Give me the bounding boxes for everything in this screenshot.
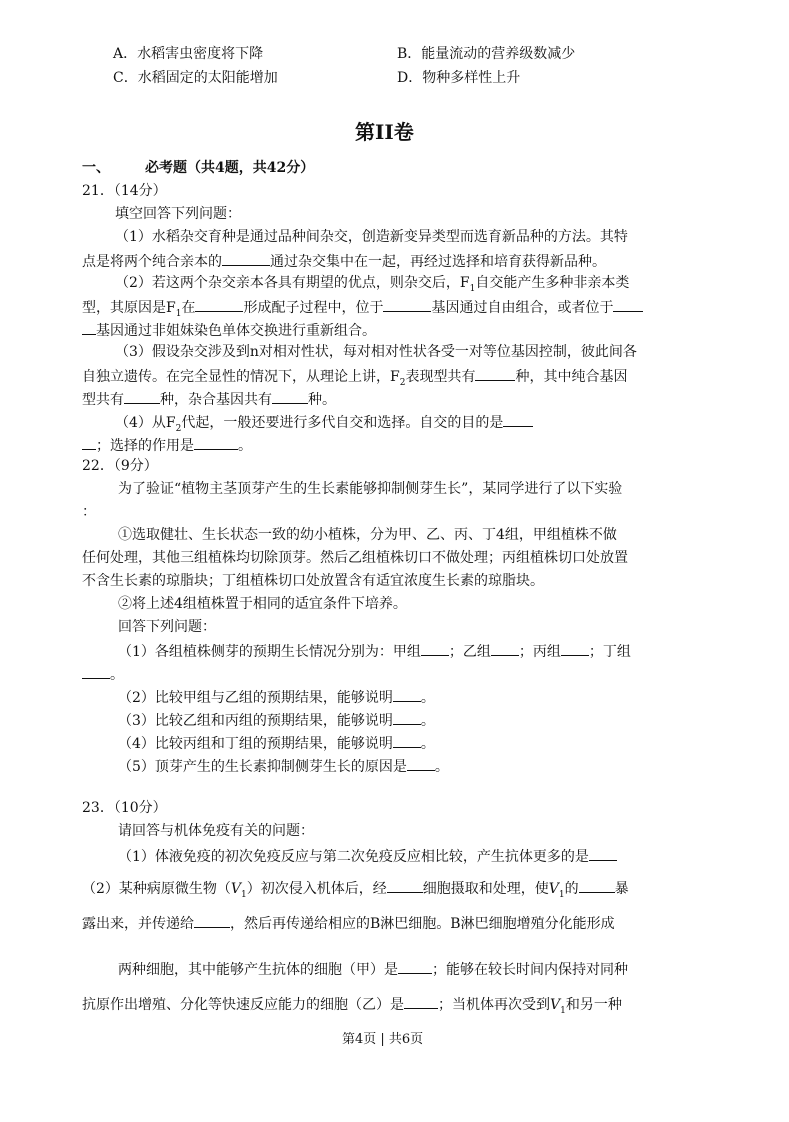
answer-blank[interactable]: [222, 250, 270, 266]
q22-s1a: ①选取健壮、生长状态一致的幼小植株，分为甲、乙、丙、丁4组，甲组植株不做: [118, 527, 617, 543]
q23-head: 23．（10分）: [82, 800, 167, 816]
text: 细胞摄取和处理，使: [422, 881, 549, 897]
text: 。: [420, 736, 435, 752]
answer-blank[interactable]: [398, 958, 432, 974]
text: 种。: [308, 392, 336, 408]
answer-blank[interactable]: [194, 912, 230, 928]
answer-blank[interactable]: [383, 296, 431, 312]
q23-p2f: [82, 912, 615, 934]
text: ；丁组: [588, 644, 631, 660]
answer-blank[interactable]: [589, 845, 617, 861]
q22-a3: [118, 709, 435, 731]
answer-blank[interactable]: [407, 755, 435, 771]
answer-blank[interactable]: [503, 411, 533, 427]
text: 种，杂合基因共有: [160, 392, 272, 408]
text: （5）顶芽产生的生长素抑制侧芽生长的原因是: [118, 759, 407, 775]
part-heading-num: 一、: [82, 160, 110, 176]
q22-ask: 回答下列问题：: [118, 619, 216, 635]
text: （1）体液免疫的初次免疫反应与第二次免疫反应相比较，产生抗体更多的是: [118, 849, 589, 865]
text: （4）比较丙组和丁组的预期结果，能够说明: [118, 736, 393, 752]
answer-blank[interactable]: [82, 663, 110, 679]
answer-blank[interactable]: [195, 296, 243, 312]
text: 点是将两个纯合亲本的: [82, 254, 222, 270]
q22-head: 22．（9分）: [82, 458, 158, 474]
answer-blank[interactable]: [613, 296, 643, 312]
q22-s1b: 任何处理，其他三组植株均切除顶芽。然后乙组植株切口不做处理；丙组植株切口处放置: [82, 550, 628, 566]
subscript: 2: [399, 377, 406, 388]
text: 。: [434, 759, 449, 775]
q22-intro: 为了验证“植物主茎顶芽产生的生长素能够抑制侧芽生长”，某同学进行了以下实验: [118, 481, 623, 497]
text: 种，其中纯合基因: [515, 369, 628, 385]
q23-p3: [118, 958, 628, 980]
text: ）初次侵入机体后，经: [246, 881, 387, 897]
subscript: 1: [560, 1005, 566, 1016]
text: 自独立遗传。在完全显性的情况下，从理论上讲，F: [82, 369, 400, 385]
text: 。: [420, 713, 435, 729]
option-c: C．水稻固定的太阳能增加: [113, 70, 278, 86]
q22-s1c: 不含生长素的琼脂块；丁组植株切口处放置含有适宜浓度生长素的琼脂块。: [82, 573, 544, 589]
subscript: 1: [241, 889, 247, 900]
variable: V: [230, 881, 242, 897]
answer-blank[interactable]: [393, 686, 421, 702]
section-title: 第II卷: [355, 120, 414, 144]
text: 和另一种: [565, 997, 622, 1013]
text: ；乙组: [448, 644, 491, 660]
subscript: 1: [558, 889, 565, 900]
q21-p1b: [82, 250, 606, 272]
q23-intro: 请回答与机体免疫有关的问题：: [118, 823, 314, 839]
text: 。: [238, 438, 252, 454]
answer-blank[interactable]: [421, 640, 449, 656]
answer-blank[interactable]: [404, 993, 438, 1009]
text: 两种细胞，其中能够产生抗体的细胞（甲）是: [118, 962, 398, 978]
variable: V: [548, 881, 559, 897]
option-b: B．能量流动的营养级数减少: [397, 46, 576, 62]
q22-colon: ：: [82, 504, 96, 520]
text: （1）各组植株侧芽的预期生长情况分别为：甲组: [118, 644, 421, 660]
text: 的: [564, 881, 579, 897]
text: 抗原作出增殖、分化等快速反应能力的细胞（乙）是: [82, 997, 404, 1013]
text: 暴: [614, 881, 629, 897]
text: ；能够在较长时间内保持对同种: [432, 962, 628, 978]
q23-p4: [82, 993, 622, 1021]
q21-p2c: [82, 319, 376, 341]
text: 基因通过自由组合，或者位于: [431, 300, 614, 316]
q22-a4: [118, 732, 435, 754]
q22-s2: ②将上述4组植株置于相同的适宜条件下培养。: [118, 596, 407, 612]
text: （2）某种病原微生物（: [82, 881, 231, 897]
subscript: 2: [175, 423, 182, 434]
q22-a2: [118, 686, 435, 708]
text: ；丙组: [518, 644, 561, 660]
answer-blank[interactable]: [491, 640, 519, 656]
answer-blank[interactable]: [194, 434, 238, 450]
page-footer: 第4页 | 共6页: [342, 1032, 424, 1047]
option-d: D．物种多样性上升: [397, 70, 521, 86]
answer-blank[interactable]: [393, 709, 421, 725]
answer-blank[interactable]: [387, 877, 423, 893]
text: （2）若这两个杂交亲本各具有期望的优点，则杂交后，F: [115, 275, 470, 291]
q22-a1-end: [82, 663, 124, 685]
answer-blank[interactable]: [393, 732, 421, 748]
text: 代起，一般还要进行多代自交和选择。自交的目的是: [181, 415, 504, 431]
text: 。: [110, 667, 124, 683]
text: （2）比较甲组与乙组的预期结果，能够说明: [118, 690, 393, 706]
answer-blank[interactable]: [124, 388, 160, 404]
answer-blank[interactable]: [82, 434, 96, 450]
text: 表现型共有: [405, 369, 476, 385]
q21-p3c: [82, 388, 336, 410]
option-a: A．水稻害虫密度将下降: [113, 46, 264, 62]
text: 形成配子过程中，位于: [243, 300, 384, 316]
text: ，然后再传递给相应的B淋巴细胞。B淋巴细胞增殖分化能形成: [230, 916, 615, 932]
q21-p2a: [115, 273, 629, 299]
q23-p1: [118, 845, 617, 867]
answer-blank[interactable]: [579, 877, 615, 893]
text: （3）比较乙组和丙组的预期结果，能够说明: [118, 713, 393, 729]
text: 基因通过非姐妹染色单体交换进行重新组合。: [96, 323, 376, 339]
text: 型共有: [82, 392, 124, 408]
q21-p4b: [82, 434, 252, 456]
q21-head: 21．（14分）: [82, 183, 167, 199]
text: 。: [420, 690, 435, 706]
variable: V: [550, 997, 561, 1013]
text: 型，其原因是F: [82, 300, 176, 316]
q22-a5: [118, 755, 449, 777]
part-heading-text: 必考题（共4题，共42分）: [145, 160, 315, 176]
text: 通过杂交集中在一起，再经过选择和培育获得新品种。: [270, 254, 606, 270]
answer-blank[interactable]: [475, 365, 515, 381]
subscript: 1: [469, 283, 476, 294]
text: 自交能产生多种非亲本类: [475, 275, 630, 291]
q21-intro: 填空回答下列问题：: [115, 206, 241, 222]
subscript: 1: [175, 308, 182, 319]
answer-blank[interactable]: [561, 640, 589, 656]
text: 露出来，并传递给: [82, 916, 194, 932]
text: ；当机体再次受到: [438, 997, 550, 1013]
q22-a1: [118, 640, 631, 662]
q23-p2: [82, 877, 629, 905]
text: （4）从F: [115, 415, 176, 431]
answer-blank[interactable]: [82, 319, 96, 335]
q21-p1a: （1）水稻杂交育种是通过品种间杂交，创造新变异类型而选育新品种的方法。其特: [115, 229, 628, 245]
q21-p3a: （3）假设杂交涉及到n对相对性状，每对相对性状各受一对等位基因控制，彼此间各: [115, 344, 637, 360]
text: ；选择的作用是: [96, 438, 194, 454]
answer-blank[interactable]: [272, 388, 308, 404]
text: 在: [181, 300, 196, 316]
